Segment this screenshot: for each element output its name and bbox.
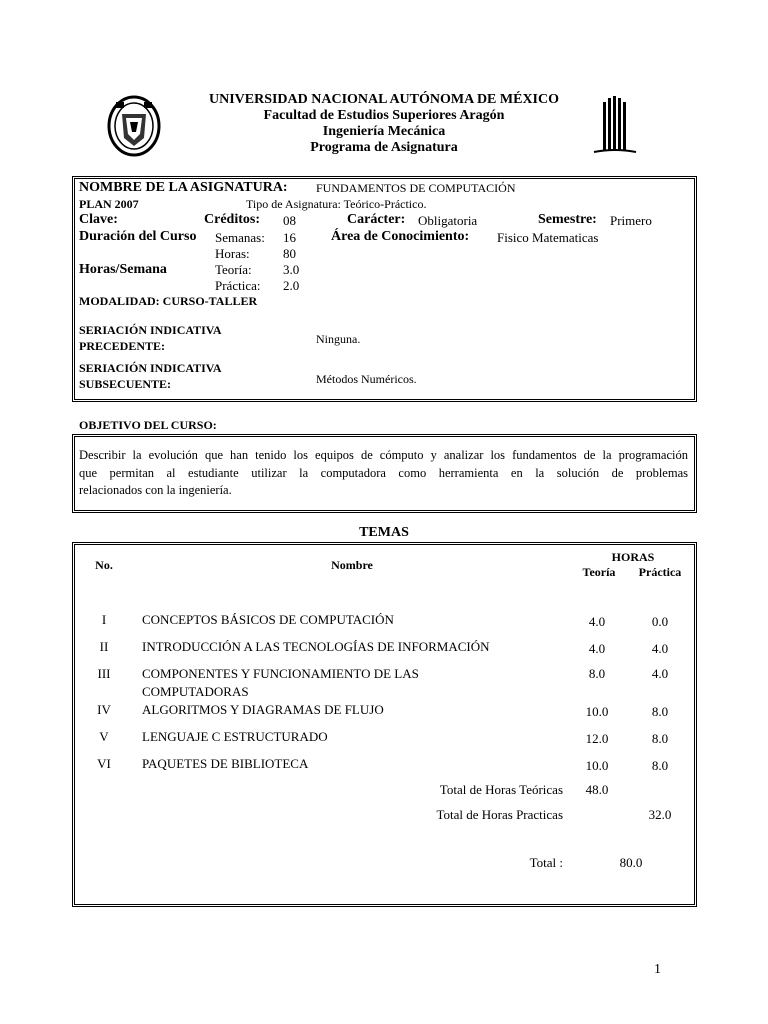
faculty-title: Facultad de Estudios Superiores Aragón xyxy=(263,108,505,123)
tema-row-teoria: 12.0 xyxy=(585,731,609,746)
tema-row-practica: 4.0 xyxy=(651,666,669,681)
tema-row-no: II xyxy=(99,639,109,654)
total-label: Total : xyxy=(529,855,563,870)
clave-label: Clave: xyxy=(79,212,118,227)
horas-semana-label: Horas/Semana xyxy=(79,262,167,277)
tema-row-name: ALGORITMOS Y DIAGRAMAS DE FLUJO xyxy=(142,702,384,717)
total-practicas-label: Total de Horas Practicas xyxy=(436,807,563,822)
tema-row-no: III xyxy=(97,666,111,681)
tema-row-teoria: 10.0 xyxy=(585,758,609,773)
seriacion-subsecuente-label-2: SUBSECUENTE: xyxy=(79,377,172,391)
temas-title: TEMAS xyxy=(359,525,409,540)
tema-row-practica: 8.0 xyxy=(651,731,669,746)
subject-name-value: FUNDAMENTOS DE COMPUTACIÓN xyxy=(316,181,516,195)
col-practica-header: Práctica xyxy=(638,565,682,579)
objective-line-3: relacionados con la ingeniería. xyxy=(79,483,232,497)
tema-row-practica: 4.0 xyxy=(651,641,669,656)
caracter-value: Obligatoria xyxy=(418,213,478,228)
tema-row-name: INTRODUCCIÓN A LAS TECNOLOGÍAS DE INFORMACIÓN xyxy=(142,639,490,654)
total-practicas-value: 32.0 xyxy=(648,807,672,822)
tema-row-name-cont: COMPUTADORAS xyxy=(142,684,249,699)
teoria-value: 3.0 xyxy=(283,262,300,277)
practica-value: 2.0 xyxy=(283,278,300,293)
total-teoricas-label: Total de Horas Teóricas xyxy=(439,782,563,797)
seriacion-precedente-label-1: SERIACIÓN INDICATIVA xyxy=(79,323,222,337)
tema-row-no: VI xyxy=(97,756,111,771)
tema-row-practica: 8.0 xyxy=(651,758,669,773)
university-title: UNIVERSIDAD NACIONAL AUTÓNOMA DE MÉXICO xyxy=(208,92,560,107)
practica-label: Práctica: xyxy=(215,278,261,293)
creditos-value: 08 xyxy=(283,213,296,228)
page-number: 1 xyxy=(654,962,661,977)
tema-row-practica: 0.0 xyxy=(651,614,669,629)
semestre-value: Primero xyxy=(610,213,652,228)
seriacion-subsecuente-label-1: SERIACIÓN INDICATIVA xyxy=(79,361,222,375)
col-no-header: No. xyxy=(95,558,113,572)
area-value: Fisico Matematicas xyxy=(497,230,599,245)
subject-type: Tipo de Asignatura: Teórico-Práctico. xyxy=(246,197,427,211)
tema-row-no: V xyxy=(99,729,109,744)
total-value: 80.0 xyxy=(619,855,643,870)
career-title: Ingeniería Mecánica xyxy=(322,124,446,139)
tema-row-teoria: 4.0 xyxy=(588,641,606,656)
objective-label: OBJETIVO DEL CURSO: xyxy=(79,418,217,432)
col-horas-header: HORAS xyxy=(611,550,655,564)
creditos-label: Créditos: xyxy=(204,212,260,227)
semanas-value: 16 xyxy=(283,230,296,245)
tema-row-name: PAQUETES DE BIBLIOTECA xyxy=(142,756,309,771)
seriacion-subsecuente-value: Métodos Numéricos. xyxy=(316,372,417,386)
seriacion-precedente-label-2: PRECEDENTE: xyxy=(79,339,166,353)
col-teoria-header: Teoría xyxy=(582,565,616,579)
objective-line-1: Describir la evolución que han tenido los equipos de cómputo y analizar los fundamentos de la programación xyxy=(79,448,688,462)
objective-line-2: que permitan al estudiante utilizar la computadora como herramienta en la solución de problemas xyxy=(79,466,688,480)
tema-row-practica: 8.0 xyxy=(651,704,669,719)
total-teoricas-value: 48.0 xyxy=(585,782,609,797)
modalidad-label: MODALIDAD: CURSO-TALLER xyxy=(79,294,258,308)
tema-row-teoria: 8.0 xyxy=(588,666,606,681)
program-title: Programa de Asignatura xyxy=(310,140,458,155)
horas-value: 80 xyxy=(283,246,296,261)
semestre-label: Semestre: xyxy=(538,212,597,227)
subject-name-label: NOMBRE DE LA ASIGNATURA: xyxy=(79,180,288,195)
tema-row-name: COMPONENTES Y FUNCIONAMIENTO DE LAS xyxy=(142,666,419,681)
duracion-label: Duración del Curso xyxy=(79,229,197,244)
seriacion-precedente-value: Ninguna. xyxy=(316,332,361,346)
col-nombre-header: Nombre xyxy=(331,558,373,572)
plan-label: PLAN 2007 xyxy=(79,197,139,211)
teoria-label: Teoría: xyxy=(215,262,252,277)
tema-row-teoria: 10.0 xyxy=(585,704,609,719)
tema-row-name: LENGUAJE C ESTRUCTURADO xyxy=(142,729,328,744)
tema-row-name: CONCEPTOS BÁSICOS DE COMPUTACIÓN xyxy=(142,612,394,627)
tema-row-teoria: 4.0 xyxy=(588,614,606,629)
tema-row-no: IV xyxy=(97,702,111,717)
temas-box xyxy=(72,542,697,907)
area-label: Área de Conocimiento: xyxy=(331,229,470,244)
semanas-label: Semanas: xyxy=(215,230,265,245)
caracter-label: Carácter: xyxy=(347,212,406,227)
horas-label: Horas: xyxy=(215,246,250,261)
tema-row-no: I xyxy=(101,612,107,627)
